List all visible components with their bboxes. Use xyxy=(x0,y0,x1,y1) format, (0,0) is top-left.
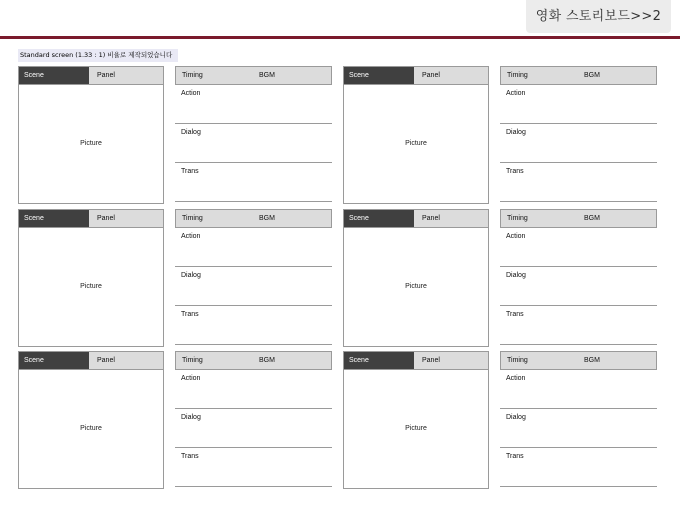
action-label: Action xyxy=(506,233,526,240)
document-title-tab xyxy=(526,0,671,33)
dialog-row xyxy=(175,409,332,448)
scene-label: Scene xyxy=(344,67,414,84)
action-label: Action xyxy=(181,90,201,97)
notes-panel-3 xyxy=(175,209,332,347)
action-row xyxy=(175,228,332,267)
notes-panel-4 xyxy=(500,209,657,347)
timing-label: Timing xyxy=(182,215,203,222)
scene-panel-5 xyxy=(18,351,164,489)
trans-row xyxy=(500,306,657,345)
timing-header xyxy=(175,351,332,370)
scene-label: Scene xyxy=(19,352,89,369)
bgm-label: BGM xyxy=(584,72,600,79)
trans-label: Trans xyxy=(506,311,524,318)
trans-label: Trans xyxy=(181,168,199,175)
action-label: Action xyxy=(181,233,201,240)
bgm-label: BGM xyxy=(259,357,275,364)
dialog-row xyxy=(500,409,657,448)
action-label: Action xyxy=(506,90,526,97)
notes-panel-1 xyxy=(175,66,332,204)
trans-label: Trans xyxy=(506,453,524,460)
scene-panel-4 xyxy=(343,209,489,347)
timing-header xyxy=(175,209,332,228)
timing-label: Timing xyxy=(182,72,203,79)
picture-area xyxy=(18,370,164,489)
scene-label: Scene xyxy=(344,210,414,227)
trans-label: Trans xyxy=(181,311,199,318)
scene-panel-2 xyxy=(343,66,489,204)
timing-label: Timing xyxy=(507,357,528,364)
picture-label: Picture xyxy=(405,139,427,147)
action-row xyxy=(500,370,657,409)
picture-area xyxy=(18,85,164,204)
trans-row xyxy=(175,306,332,345)
trans-row xyxy=(175,163,332,202)
action-row xyxy=(175,85,332,124)
action-label: Action xyxy=(506,375,526,382)
scene-panel-1 xyxy=(18,66,164,204)
dialog-label: Dialog xyxy=(506,414,526,421)
scene-header xyxy=(343,209,489,228)
action-row xyxy=(500,228,657,267)
dialog-label: Dialog xyxy=(506,272,526,279)
picture-label: Picture xyxy=(80,424,102,432)
bgm-label: BGM xyxy=(259,72,275,79)
panel-label: Panel xyxy=(97,72,115,79)
timing-header xyxy=(500,66,657,85)
picture-label: Picture xyxy=(80,139,102,147)
scene-header xyxy=(18,66,164,85)
panel-label: Panel xyxy=(97,357,115,364)
trans-row xyxy=(500,163,657,202)
scene-panel-6 xyxy=(343,351,489,489)
timing-label: Timing xyxy=(507,215,528,222)
scene-panel-3 xyxy=(18,209,164,347)
scene-header xyxy=(343,66,489,85)
trans-row xyxy=(175,448,332,487)
scene-header xyxy=(343,351,489,370)
dialog-label: Dialog xyxy=(506,129,526,136)
dialog-label: Dialog xyxy=(181,129,201,136)
timing-label: Timing xyxy=(182,357,203,364)
bgm-label: BGM xyxy=(584,215,600,222)
picture-area xyxy=(343,370,489,489)
picture-label: Picture xyxy=(405,424,427,432)
scene-header xyxy=(18,351,164,370)
panel-label: Panel xyxy=(97,215,115,222)
action-row xyxy=(175,370,332,409)
dialog-label: Dialog xyxy=(181,272,201,279)
bgm-label: BGM xyxy=(584,357,600,364)
action-row xyxy=(500,85,657,124)
trans-label: Trans xyxy=(181,453,199,460)
notes-panel-6 xyxy=(500,351,657,489)
title-divider xyxy=(0,36,680,39)
picture-area xyxy=(18,228,164,347)
trans-label: Trans xyxy=(506,168,524,175)
scene-label: Scene xyxy=(19,67,89,84)
picture-label: Picture xyxy=(405,282,427,290)
dialog-row xyxy=(175,267,332,306)
panel-label: Panel xyxy=(422,72,440,79)
picture-label: Picture xyxy=(80,282,102,290)
action-label: Action xyxy=(181,375,201,382)
dialog-row xyxy=(175,124,332,163)
timing-header xyxy=(175,66,332,85)
dialog-label: Dialog xyxy=(181,414,201,421)
dialog-row xyxy=(500,124,657,163)
dialog-row xyxy=(500,267,657,306)
notes-panel-5 xyxy=(175,351,332,489)
timing-header xyxy=(500,351,657,370)
timing-label: Timing xyxy=(507,72,528,79)
bgm-label: BGM xyxy=(259,215,275,222)
timing-header xyxy=(500,209,657,228)
aspect-ratio-note: Standard screen (1.33 : 1) 비율로 제작되었습니다 xyxy=(18,49,178,62)
scene-header xyxy=(18,209,164,228)
picture-area xyxy=(343,85,489,204)
trans-row xyxy=(500,448,657,487)
panel-label: Panel xyxy=(422,357,440,364)
scene-label: Scene xyxy=(344,352,414,369)
document-title: 영화 스토리보드>>2 xyxy=(535,9,662,24)
picture-area xyxy=(343,228,489,347)
panel-label: Panel xyxy=(422,215,440,222)
scene-label: Scene xyxy=(19,210,89,227)
notes-panel-2 xyxy=(500,66,657,204)
